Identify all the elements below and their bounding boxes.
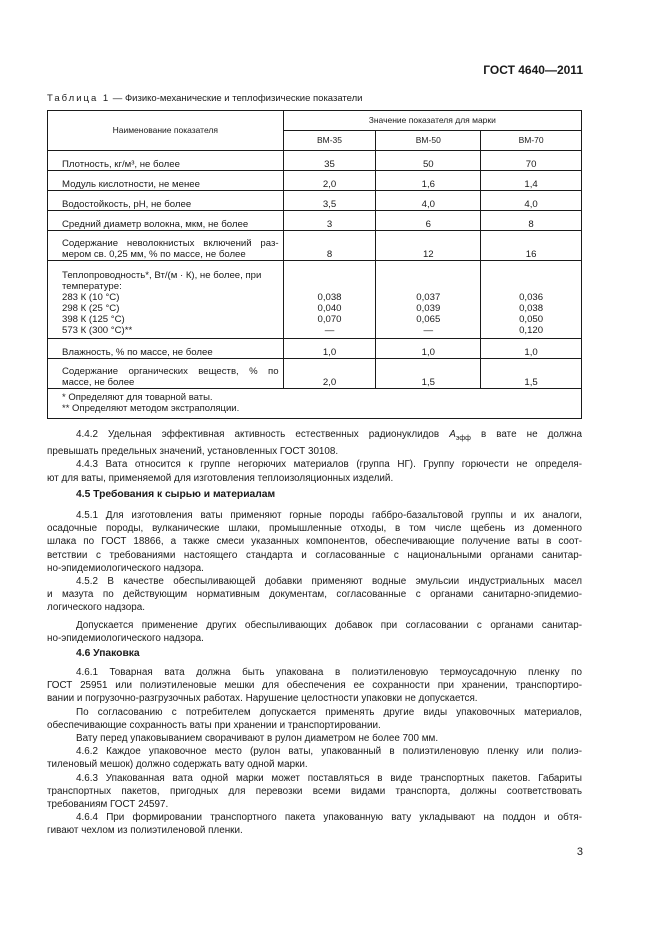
row-value: 1,0 <box>283 339 376 359</box>
paragraph-line: гивают чехлом из полиэтиленовой пленки. <box>47 825 243 837</box>
clause-4-4-2 <box>47 428 582 485</box>
row-name-line: массе, не более <box>62 377 135 388</box>
paragraph-line: и мазута по действующим нормативным документам, согласованные с органами санитарно-эпидемио- <box>47 589 582 601</box>
table-row <box>48 191 582 211</box>
table-row <box>48 359 582 389</box>
paragraph-line: шлака по ГОСТ 18866, а также смеси указанных компонентов, обеспечивающие получение ваты в соот- <box>47 536 582 548</box>
symbol: A <box>449 429 456 440</box>
row-value: 3,5 <box>283 191 376 211</box>
thermal-value: 0,065 <box>416 314 441 325</box>
page-number: 3 <box>576 846 583 858</box>
paragraph-line: 4.6.1 Товарная вата должна быть упакована в полиэтиленовую термоусадочную пленку по <box>76 667 582 678</box>
row-name: Водостойкость, рН, не более <box>48 191 284 211</box>
section-heading: 4.6 Упаковка <box>76 648 140 659</box>
thermal-value: 0,120 <box>519 325 544 336</box>
paragraph-line: осадочные породы, вулканические шлаки, промышленные отходы, в том числе щебень из доменного <box>47 523 582 535</box>
row-name <box>48 231 284 261</box>
temperature: 398 К (125 °С) <box>62 314 125 325</box>
paragraph-line: транспортных пакетов, пригодных для перевозки всеми видами транспорта, должны соответствовать <box>47 785 582 797</box>
paragraph-line: но-эпидемиологического надзора. <box>47 562 204 574</box>
row-name: Плотность, кг/м³, не более <box>48 151 284 171</box>
thermal-value: 0,050 <box>519 314 544 325</box>
row-name-line: Содержание неволокнистых включений раз- <box>62 238 279 249</box>
text-run: в вате не должна <box>470 429 582 440</box>
properties-table <box>47 110 582 419</box>
document-header: ГОСТ 4640—2011 <box>483 63 583 77</box>
row-value: 8 <box>481 211 582 231</box>
paragraph-line: По согласованию с потребителем допускается применять другие виды упаковочных материалов, <box>76 706 582 718</box>
clause-4-5 <box>47 509 582 645</box>
thermal-value: 0,037 <box>416 292 441 303</box>
paragraph-line: обеспечивающие сохранность ваты при хранении и транспортировании. <box>47 719 381 731</box>
row-value: 1,6 <box>376 171 481 191</box>
row-value: 50 <box>376 151 481 171</box>
table-row-thermal <box>48 261 582 339</box>
temperature: 298 К (25 °С) <box>62 303 120 314</box>
paragraph-line: 4.5.1 Для изготовления ваты применяют горные породы габбро-базальтовой группы и их аналоги, <box>76 510 582 521</box>
text-run: 4.4.2 Удельная эффективная активность естественных радионуклидов <box>76 429 440 440</box>
paragraph-line: Вату перед упаковыванием сворачивают в рулон диаметром не более 700 мм. <box>76 733 439 745</box>
thermal-value: — <box>423 325 434 336</box>
table-note: ** Определяют методом экстраполяции. <box>62 403 240 414</box>
table-row <box>48 151 582 171</box>
paragraph-line: но-эпидемиологического надзора. <box>47 632 204 644</box>
temperature: 573 К (300 °С)** <box>62 325 133 336</box>
row-value: 1,0 <box>481 339 582 359</box>
row-value: 35 <box>283 151 376 171</box>
thermal-value: 0,070 <box>317 314 342 325</box>
thermal-value: 0,038 <box>519 303 544 314</box>
row-value: 3 <box>283 211 376 231</box>
temperature: 283 К (10 °С) <box>62 292 120 303</box>
table-caption <box>47 93 362 104</box>
grade-header: ВМ-70 <box>481 131 582 151</box>
row-name-line: температуре: <box>62 281 122 292</box>
paragraph-line <box>47 428 582 445</box>
paragraph-line: тиленовый мешок) должно содержать вату одной марки. <box>47 759 308 771</box>
paragraph-line: требованиям ГОСТ 24597. <box>47 799 169 811</box>
row-value: 4,0 <box>376 191 481 211</box>
row-value: 2,0 <box>283 171 376 191</box>
row-value: 16 <box>481 231 582 261</box>
table-notes <box>48 389 582 419</box>
paragraph-line: 4.6.3 Упакованная вата одной марки может поставляться в виде транспортных пакетов. Габариты <box>76 772 582 784</box>
paragraph-line: 4.6.4 При формировании транспортного пакета упакованную вату укладывают на поддон и обтя- <box>76 812 582 824</box>
row-value: 1,4 <box>481 171 582 191</box>
row-name-line: мером св. 0,25 мм, % по массе, не более <box>62 249 246 260</box>
row-name <box>48 359 284 389</box>
grade-header: ВМ-50 <box>376 131 481 151</box>
thermal-values <box>376 261 481 339</box>
thermal-value: 0,039 <box>416 303 441 314</box>
header-values-cell: Значение показателя для марки <box>283 111 581 131</box>
section-heading: 4.5 Требования к сырью и материалам <box>76 489 276 500</box>
symbol-subscript: эфф <box>455 434 471 442</box>
thermal-value: 0,040 <box>317 303 342 314</box>
row-name: Влажность, % по массе, не более <box>48 339 284 359</box>
row-value: 70 <box>481 151 582 171</box>
table-note: * Определяют для товарной ваты. <box>62 392 213 403</box>
row-value: 2,0 <box>283 359 376 389</box>
row-name <box>48 261 284 339</box>
table-row <box>48 171 582 191</box>
paragraph-line: превышать предельных значений, установленных ГОСТ 30108. <box>47 446 339 458</box>
paragraph-line: вании и погрузочно-разгрузочных работах. Нарушение целостности упаковки не допускается. <box>47 693 478 705</box>
table-row <box>48 339 582 359</box>
header-name-cell: Наименование показателя <box>48 111 284 151</box>
row-value: 1,5 <box>481 359 582 389</box>
row-value: 6 <box>376 211 481 231</box>
clause-4-6 <box>47 666 582 838</box>
paragraph-line: ветствии с требованиями настоящего стандарта и согласованные с национальными органами санитар- <box>47 549 582 561</box>
table-caption-text: — Физико-механические и теплофизические показатели <box>110 93 363 104</box>
table-row <box>48 211 582 231</box>
paragraph-line: ют для ваты, применяемой для изготовления теплоизоляционных изделий. <box>47 472 394 484</box>
grade-header: ВМ-35 <box>283 131 376 151</box>
row-name-line: Содержание органических веществ, % по <box>62 366 279 377</box>
row-name: Средний диаметр волокна, мкм, не более <box>48 211 284 231</box>
row-value: 8 <box>283 231 376 261</box>
row-value: 12 <box>376 231 481 261</box>
paragraph-line: Допускается применение других обеспыливающих добавок при согласовании с органами санитар- <box>76 619 582 631</box>
row-name-line: Теплопроводность*, Вт/(м · К), не более, при <box>62 270 262 281</box>
row-value: 4,0 <box>481 191 582 211</box>
thermal-values <box>481 261 582 339</box>
thermal-values <box>283 261 376 339</box>
paragraph-line: 4.4.3 Вата относится к группе негорючих материалов (группа НГ). Группу горючести не определя- <box>76 459 582 471</box>
thermal-value: 0,036 <box>519 292 544 303</box>
paragraph-line: логического надзора. <box>47 602 145 614</box>
row-name: Модуль кислотности, не менее <box>48 171 284 191</box>
thermal-value: 0,038 <box>317 292 342 303</box>
table-notes-row <box>48 389 582 419</box>
paragraph-line: 4.6.2 Каждое упаковочное место (рулон ваты, упакованный в полиэтиленовую пленку или полиэ- <box>76 746 582 758</box>
thermal-value: — <box>324 325 335 336</box>
paragraph-line: 4.5.2 В качестве обеспыливающей добавки применяют водные эмульсии индустриальных масел <box>76 576 582 588</box>
row-value: 1,5 <box>376 359 481 389</box>
table-row <box>48 231 582 261</box>
table-caption-label: Таблица 1 <box>47 93 111 104</box>
paragraph-line: ГОСТ 25951 или полиэтиленовые мешки для обеспечения ее сохранности при хранении, транспортиро- <box>47 680 582 692</box>
row-value: 1,0 <box>376 339 481 359</box>
